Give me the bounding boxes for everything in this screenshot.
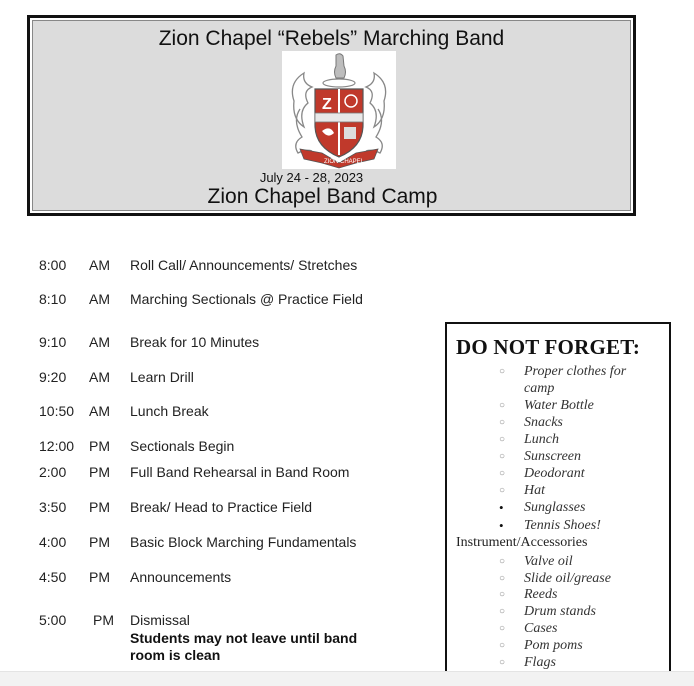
schedule-time: 12:00: [39, 438, 75, 454]
svg-text:ZION CHAPEL: ZION CHAPEL: [324, 159, 365, 165]
accessory-item-label: Cases: [524, 621, 558, 636]
schedule-event: Lunch Break: [130, 403, 209, 419]
school-crest-logo: [282, 51, 396, 169]
schedule-ampm: AM: [89, 334, 110, 350]
schedule-event: Announcements: [130, 569, 232, 585]
checklist-item-label: Water Bottle: [524, 398, 594, 413]
accessory-item-label: Valve oil: [524, 554, 573, 569]
schedule-ampm: AM: [89, 403, 110, 419]
filled-bullet-icon: •: [499, 500, 504, 515]
do-not-forget-title: DO NOT FORGET:: [456, 335, 641, 359]
schedule-event: Basic Block Marching Fundamentals: [130, 534, 357, 550]
checklist-item-label: Deodorant: [524, 466, 585, 481]
page-bottom-edge: [0, 671, 694, 686]
hollow-bullet-icon: ○: [499, 485, 506, 496]
schedule-time: 2:00: [39, 464, 67, 480]
schedule-time: 9:20: [39, 369, 67, 385]
schedule-event: Full Band Rehearsal in Band Room: [130, 464, 350, 480]
checklist-item-label: Proper clothes for camp: [524, 364, 627, 396]
schedule-ampm: PM: [89, 464, 110, 480]
accessory-item-label: Drum stands: [524, 604, 596, 619]
accessory-item-label: Slide oil/grease: [524, 571, 611, 586]
hollow-bullet-icon: ○: [499, 451, 506, 462]
schedule-event: Learn Drill: [130, 369, 194, 385]
accessory-item-label: Reeds: [524, 587, 558, 602]
accessories-heading: Instrument/Accessories: [456, 535, 588, 550]
header-panel: [32, 20, 631, 211]
schedule-time: 8:10: [39, 291, 67, 307]
header-box: [27, 15, 636, 216]
schedule-ampm: AM: [89, 369, 110, 385]
hollow-bullet-icon: ○: [499, 640, 506, 651]
schedule-event: Roll Call/ Announcements/ Stretches: [130, 257, 358, 273]
accessory-item-label: Flags: [524, 655, 556, 670]
schedule-time: 4:50: [39, 569, 67, 585]
schedule-event: Dismissal: [130, 612, 190, 628]
schedule-ampm: PM: [89, 534, 110, 550]
camp-title: Zion Chapel Band Camp: [207, 185, 438, 208]
accessory-item-label: Pom poms: [524, 638, 583, 653]
schedule-time: 5:00: [39, 612, 67, 628]
schedule-ampm: PM: [89, 499, 110, 515]
hollow-bullet-icon: ○: [499, 573, 506, 584]
schedule-time: 10:50: [39, 403, 75, 419]
hollow-bullet-icon: ○: [499, 417, 506, 428]
checklist-item-label: Lunch: [524, 432, 559, 447]
hollow-bullet-icon: ○: [499, 434, 506, 445]
schedule-ampm: PM: [93, 612, 114, 628]
schedule-ampm: PM: [89, 438, 110, 454]
hollow-bullet-icon: ○: [499, 366, 506, 377]
band-title: Zion Chapel “Rebels” Marching Band: [158, 27, 505, 50]
checklist-item-label: Sunscreen: [524, 449, 582, 464]
crest-icon: [282, 51, 396, 169]
hollow-bullet-icon: ○: [499, 606, 506, 617]
hollow-bullet-icon: ○: [499, 556, 506, 567]
schedule-time: 8:00: [39, 257, 67, 273]
schedule-ampm: PM: [89, 569, 110, 585]
hollow-bullet-icon: ○: [499, 589, 506, 600]
hollow-bullet-icon: ○: [499, 623, 506, 634]
schedule-time: 3:50: [39, 499, 67, 515]
schedule-time: 4:00: [39, 534, 67, 550]
dismissal-note: Students may not leave until band room is clean: [130, 630, 358, 663]
svg-text:Z: Z: [322, 96, 332, 113]
schedule-event: Break/ Head to Practice Field: [130, 499, 313, 515]
schedule-event: Marching Sectionals @ Practice Field: [130, 291, 363, 307]
schedule-time: 9:10: [39, 334, 67, 350]
filled-bullet-icon: •: [499, 518, 504, 533]
checklist-item-label: Tennis Shoes!: [524, 518, 601, 533]
checklist-item-label: Sunglasses: [524, 500, 586, 515]
schedule-event: Break for 10 Minutes: [130, 334, 260, 350]
schedule-ampm: AM: [89, 257, 110, 273]
hollow-bullet-icon: ○: [499, 657, 506, 668]
camp-dates: July 24 - 28, 2023: [259, 170, 364, 185]
do-not-forget-box: [445, 322, 671, 682]
hollow-bullet-icon: ○: [499, 400, 506, 411]
schedule-ampm: AM: [89, 291, 110, 307]
hollow-bullet-icon: ○: [499, 468, 506, 479]
checklist-item-label: Hat: [524, 483, 545, 498]
checklist-item-label: Snacks: [524, 415, 563, 430]
schedule-event: Sectionals Begin: [130, 438, 235, 454]
